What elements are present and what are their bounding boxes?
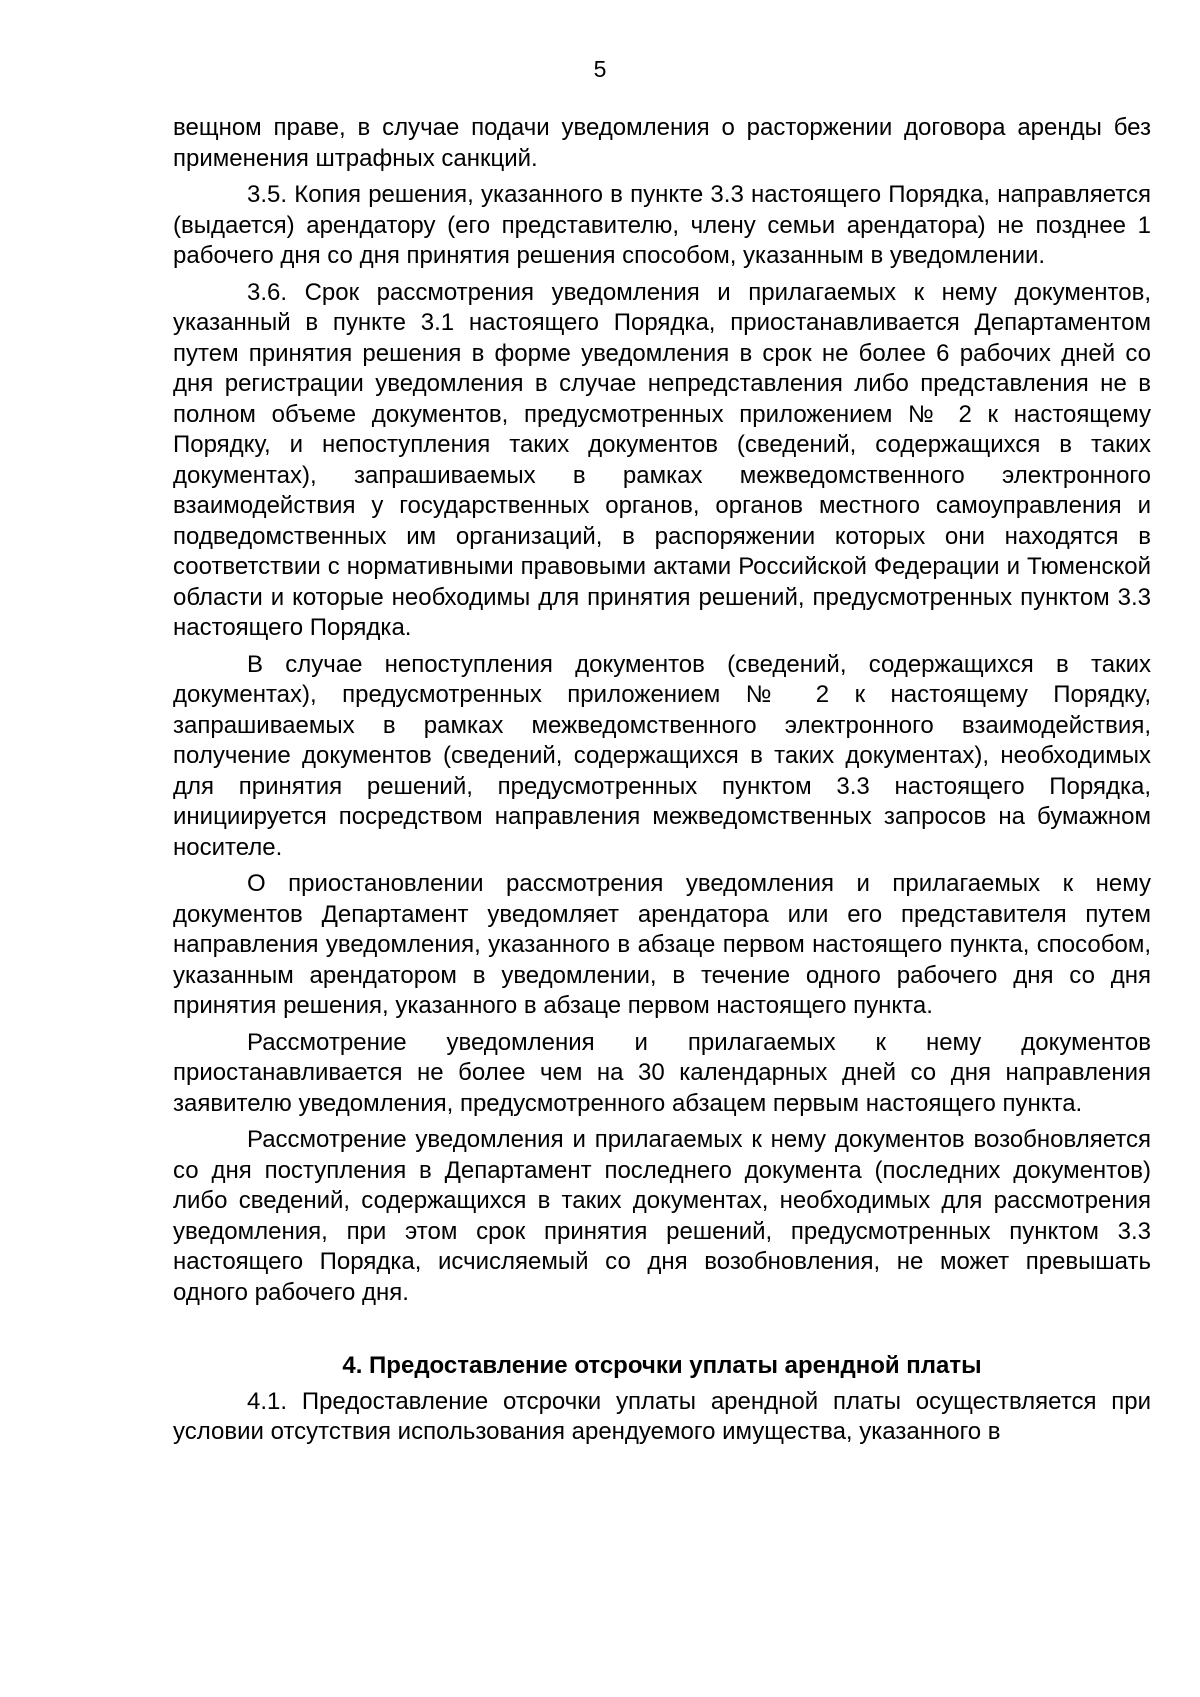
page-number: 5 — [593, 56, 607, 82]
paragraph-3-5: 3.5. Копия решения, указанного в пункте 3.3 настоящего Порядка, направляется (выдается) арендатору (его представителю, члену семьи арендатора) не позднее 1 рабочего дня со дня принятия решения способом, указанным в уведомлении. — [173, 181, 1151, 269]
paragraph-continuation: вещном праве, в случае подачи уведомления о расторжении договора аренды без применения штрафных санкций. — [173, 114, 1151, 172]
section-heading: 4. Предоставление отсрочки уплаты арендной платы — [342, 1352, 982, 1379]
paragraph-3-6-suspension-term: Рассмотрение уведомления и прилагаемых к нему документов приостанавливается не более чем на 30 календарных дней со дня направления заявителю уведомления, предусмотренного абзацем первым настоящего пункта. — [173, 1028, 1151, 1117]
paragraph-3-6-noreceipt: В случае непоступления документов (сведений, содержащихся в таких документах), предусмотренных приложением № 2 к настоящему Порядку, запрашиваемых в рамках межведомственного электронного взаимодействия, получение документов (сведений, содержащихся в таких документах), необходимых для принятия решений, предусмотренных пунктом 3.3 настоящего Порядка, инициируется посредством направления межведомственных запросов на бумажном носителе. — [173, 650, 1151, 861]
paragraph-4-1: 4.1. Предоставление отсрочки уплаты арендной платы осуществляется при условии отсутствия использования арендуемого имущества, указанного в — [173, 1387, 1151, 1445]
document-body — [173, 113, 1151, 1454]
paragraph-3-6-suspension-notice: О приостановлении рассмотрения уведомления и прилагаемых к нему документов Департамент уведомляет арендатора или его представителя путем направления уведомления, указанного в абзаце первом настоящего пункта, способом, указанным арендатором в уведомлении, в течение одного рабочего дня со дня принятия решения, указанного в абзаце первом настоящего пункта. — [173, 870, 1151, 1019]
paragraph-3-6: 3.6. Срок рассмотрения уведомления и прилагаемых к нему документов, указанный в пункте 3.1 настоящего Порядка, приостанавливается Департаментом путем принятия решения в форме уведомления в срок не более 6 рабочих дней со дня регистрации уведомления в случае непредставления либо представления не в полном объеме документов, предусмотренных приложением № 2 к настоящему Порядку, и непоступления таких документов (сведений, содержащихся в таких документах), запрашиваемых в рамках межведомственного электронного взаимодействия у государственных органов, органов местного самоуправления и подведомственных им организаций, в распоряжении которых они находятся в соответствии с нормативными правовыми актами Российской Федерации и Тюменской области и которые необходимы для принятия решений, предусмотренных пунктом 3.3 настоящего Порядка. — [173, 278, 1151, 641]
paragraph-3-6-resumption: Рассмотрение уведомления и прилагаемых к нему документов возобновляется со дня поступления в Департамент последнего документа (последних документов) либо сведений, содержащихся в таких документах, необходимых для рассмотрения уведомления, при этом срок принятия решений, предусмотренных пунктом 3.3 настоящего Порядка, исчисляемый со дня возобновления, не может превышать одного рабочего дня. — [173, 1126, 1151, 1306]
